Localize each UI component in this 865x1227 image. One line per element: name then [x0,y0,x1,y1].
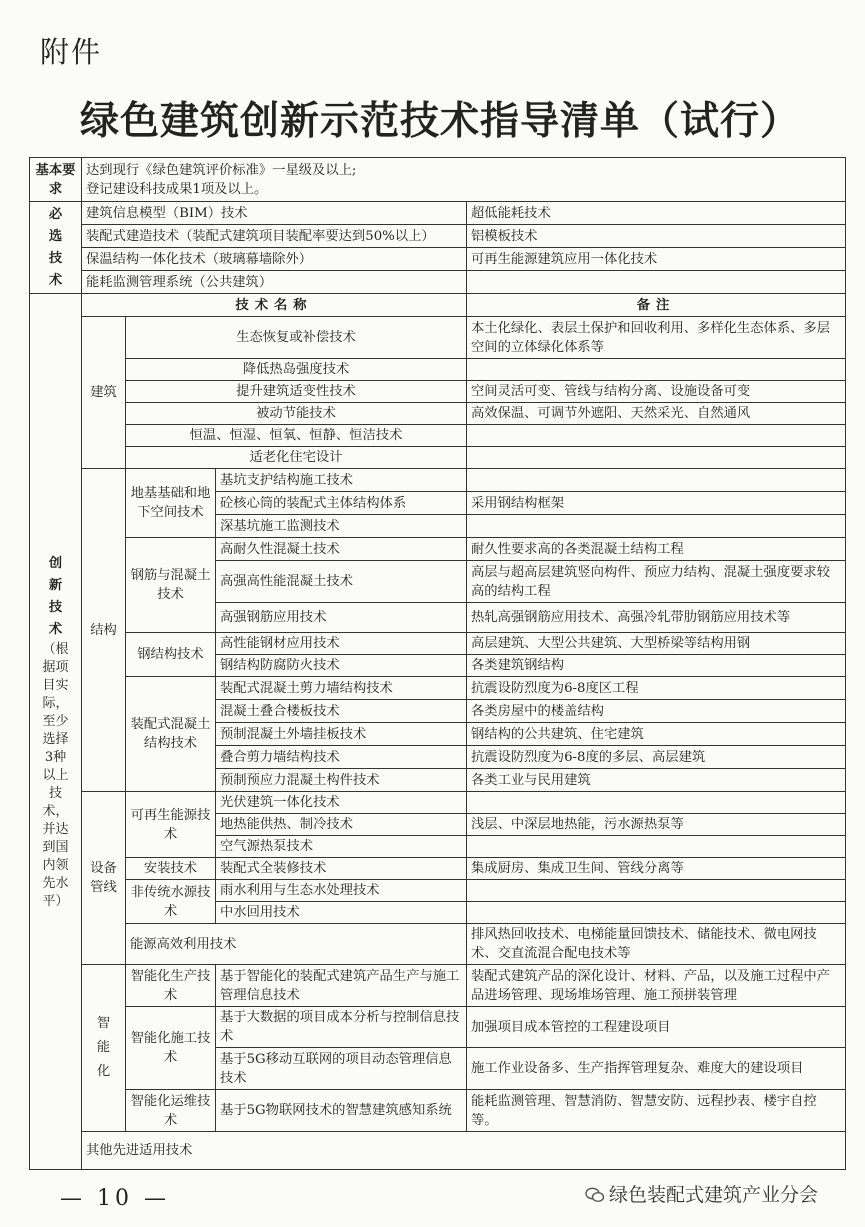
required-item: 装配式建造技术（装配式建筑项目装配率要达到50%以上） [82,225,467,248]
tech-note [467,425,846,447]
tech-note: 高效保温、可调节外遮阳、天然采光、自然通风 [467,403,846,425]
tech-note: 浅层、中深层地热能，污水源热泵等 [467,814,846,836]
basic-line-2: 登记建设科技成果1项及以上。 [86,181,268,197]
tech-name: 深基坑施工监测技术 [216,515,467,538]
tech-note: 热轧高强钢筋应用技术、高强冷轧带肋钢筋应用技术等 [467,603,846,633]
tech-name: 预制预应力混凝土构件技术 [216,769,467,792]
tech-name: 降低热岛强度技术 [126,359,467,381]
tech-note [467,880,846,902]
category-structure: 结构 [82,469,126,792]
tech-note: 加强项目成本管控的工程建设项目 [467,1007,846,1048]
basic-line-1: 达到现行《绿色建筑评价标准》一星级及以上; [86,162,357,178]
tech-name: 高强高性能混凝土技术 [216,561,467,603]
watermark [585,1180,818,1207]
tech-note: 排风热回收技术、电梯能量回馈技术、储能技术、微电网技术、交直流混合配电技术等 [467,924,846,965]
tech-note: 空间灵活可变、管线与结构分离、设施设备可变 [467,381,846,403]
tech-name: 能源高效利用技术 [126,924,467,965]
tech-list-table [29,157,846,1170]
tech-note [467,902,846,924]
tech-name: 雨水利用与生态水处理技术 [216,880,467,902]
tech-name: 砼核心筒的装配式主体结构体系 [216,492,467,515]
page-number: — 10 — [60,1186,170,1211]
innovation-note: （根据项目实际，至少选择3种以上技术，并达到国内领先水平） [42,641,69,909]
subcategory: 安装技术 [126,858,216,880]
required-item: 超低能耗技术 [467,202,846,225]
tech-name: 提升建筑适变性技术 [126,381,467,403]
tech-note: 能耗监测管理、智慧消防、智慧安防、远程抄表、楼宇自控等。 [467,1090,846,1132]
tech-note: 抗震设防烈度为6-8度区工程 [467,677,846,700]
tech-name: 装配式全装修技术 [216,858,467,880]
basic-content [82,158,846,202]
tech-note [467,836,846,858]
page-title: 绿色建筑创新示范技术指导清单（试行） [80,99,801,144]
tech-name: 光伏建筑一体化技术 [216,792,467,814]
tech-note: 采用钢结构框架 [467,492,846,515]
tech-name: 基于5G物联网技术的智慧建筑感知系统 [216,1090,467,1132]
tech-name: 被动节能技术 [126,403,467,425]
required-item: 能耗监测管理系统（公共建筑） [82,271,467,294]
tech-name: 装配式混凝土剪力墙结构技术 [216,677,467,700]
attachment-label: 附件 [40,35,103,69]
subcategory: 地基基础和地下空间技术 [126,469,216,538]
tech-name: 高强钢筋应用技术 [216,603,467,633]
col-header-note: 备注 [467,294,846,317]
subcategory: 智能化生产技术 [126,965,216,1007]
tech-note: 抗震设防烈度为6-8度的多层、高层建筑 [467,746,846,769]
tech-note [467,447,846,469]
tech-note: 高层建筑、大型公共建筑、大型桥梁等结构用钢 [467,633,846,655]
tech-name: 基于5G移动互联网的项目动态管理信息技术 [216,1048,467,1090]
required-item: 可再生能源建筑应用一体化技术 [467,248,846,271]
subcategory: 可再生能源技术 [126,792,216,858]
tech-note: 本土化绿化、表层土保护和回收利用、多样化生态体系、多层空间的立体绿化体系等 [467,317,846,359]
tech-name: 生态恢复或补偿技术 [126,317,467,359]
required-label: 必选技术 [30,202,82,294]
tech-note: 各类工业与民用建筑 [467,769,846,792]
tech-note: 装配式建筑产品的深化设计、材料、产品，以及施工过程中产品进场管理、现场堆场管理、施工预拼装管理 [467,965,846,1007]
tech-note: 钢结构的公共建筑、住宅建筑 [467,723,846,746]
tech-note [467,792,846,814]
tech-name: 恒温、恒湿、恒氧、恒静、恒洁技术 [126,425,467,447]
subcategory: 钢筋与混凝土技术 [126,538,216,633]
tech-name: 基于大数据的项目成本分析与控制信息技术 [216,1007,467,1048]
tech-note [467,469,846,492]
tech-name: 适老化住宅设计 [126,447,467,469]
tech-note [467,359,846,381]
subcategory: 非传统水源技术 [126,880,216,924]
category-building: 建筑 [82,317,126,469]
innovation-label: 创新技术 （根据项目实际，至少选择3种以上技术，并达到国内领先水平） [30,294,82,1170]
tech-note: 施工作业设备多、生产指挥管理复杂、难度大的建设项目 [467,1048,846,1090]
tech-note: 耐久性要求高的各类混凝土结构工程 [467,538,846,561]
tech-name: 基于智能化的装配式建筑产品生产与施工管理信息技术 [216,965,467,1007]
watermark-text: 绿色装配式建筑产业分会 [609,1184,819,1206]
tech-note: 各类房屋中的楼盖结构 [467,700,846,723]
required-item: 铝模板技术 [467,225,846,248]
basic-label: 基本要求 [30,158,82,202]
tech-name: 高性能钢材应用技术 [216,633,467,655]
tech-name: 地热能供热、制冷技术 [216,814,467,836]
category-smart: 智能化 [82,965,126,1132]
required-item: 建筑信息模型（BIM）技术 [82,202,467,225]
tech-name: 钢结构防腐防火技术 [216,655,467,677]
tech-name: 中水回用技术 [216,902,467,924]
tech-name: 混凝土叠合楼板技术 [216,700,467,723]
tech-name: 高耐久性混凝土技术 [216,538,467,561]
subcategory: 智能化施工技术 [126,1007,216,1090]
required-item: 保温结构一体化技术（玻璃幕墙除外） [82,248,467,271]
col-header-name: 技术名称 [82,294,467,317]
tech-note [467,515,846,538]
tech-note: 各类建筑钢结构 [467,655,846,677]
other-tech: 其他先进适用技术 [82,1132,846,1170]
tech-name: 空气源热泵技术 [216,836,467,858]
tech-name: 叠合剪力墙结构技术 [216,746,467,769]
subcategory: 钢结构技术 [126,633,216,677]
category-equipment: 设备管线 [82,792,126,965]
subcategory: 装配式混凝土结构技术 [126,677,216,792]
wechat-icon [585,1186,605,1202]
tech-name: 基坑支护结构施工技术 [216,469,467,492]
tech-note: 高层与超高层建筑竖向构件、预应力结构、混凝土强度要求较高的结构工程 [467,561,846,603]
tech-name: 预制混凝土外墙挂板技术 [216,723,467,746]
tech-note: 集成厨房、集成卫生间、管线分离等 [467,858,846,880]
subcategory: 智能化运维技术 [126,1090,216,1132]
